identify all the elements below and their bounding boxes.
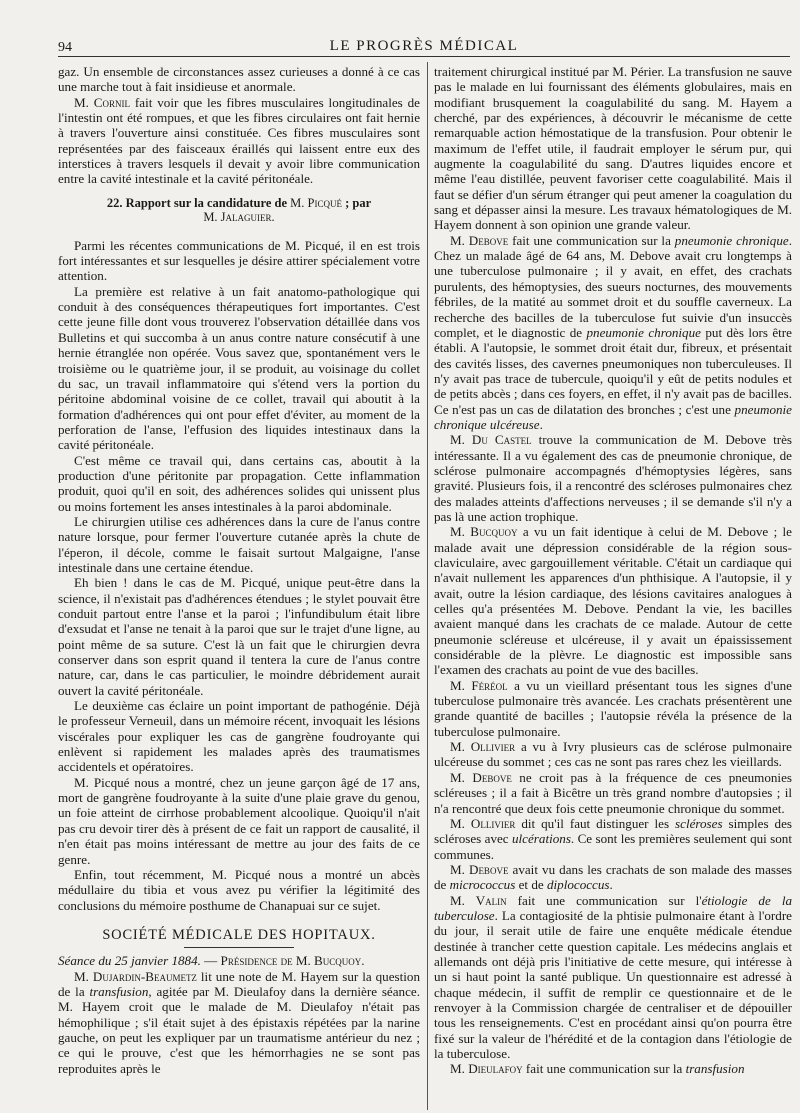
paragraph: Parmi les récentes communications de M. Picqué, il en est trois fort intéressantes et sur lesquelles je désire attirer spécialement votre attention. <box>58 237 420 284</box>
paragraph-text: fait une communication sur l' <box>506 892 702 908</box>
paragraph-text: fait une communication sur la <box>522 1061 686 1077</box>
session-line <box>58 953 420 968</box>
speaker-name: M. Ollivier <box>450 815 516 831</box>
paragraph: Le deuxième cas éclaire un point important de pathogénie. Déjà le professeur Verneuil, dans un mémoire récent, invoquait les lésions viscérales pour expliquer les cas de gangrène foudroyante qui enlèvent si rapidement les malades après des traumatismes accidentels et opératoires. <box>58 698 420 775</box>
item-title-text: ; par <box>341 195 372 210</box>
item-title-text: 22. Rapport sur la candidature de <box>106 195 291 210</box>
running-title: LE PROGRÈS MÉDICAL <box>329 38 519 54</box>
column-divider <box>427 62 428 1110</box>
paragraph <box>434 233 792 432</box>
emphasis: pneumonie chronique <box>586 324 701 340</box>
paragraph-text: . Chez un malade âgé de 64 ans, M. Debove avait cru longtemps à une tuberculose pulmonaire ; il y avait, en effet, des crachats purulents, des hémoptysies, des sueurs nocturnes, des mouvements fébriles, de la matité au sommet droit et du souffle caverneux. La recherche des bacilles de la tuberculose fut suivie d'un insuccès complet, et le diagnostic de <box>434 232 792 340</box>
paragraph-text: trouve la communication de M. Debove très intéressante. Il a vu également des cas de pneumonie chronique, de sclérose pulmonaire accompagnés d'hémoptysies légères, sans gravité. Plusieurs fois, il a rencontré des scléroses pulmonaires chez des malades atteints d'affections nerveuses ; il se demande s'il n'y a pas là une action trophique. <box>434 432 792 524</box>
paragraph-text: . <box>539 416 543 432</box>
paragraph-text: a vu un fait identique à celui de M. Debove ; le malade avait une dépression considérable de la région sous-claviculaire, avec gargouillement véritable. C'était un cardiaque qui n'avait nullement les apparences d'un phthisique. A l'autopsie, il y avait, outre la lésion cardiaque, des lésions cavitaires analogues à celles qu'a présentées M. Debove. Pendant la vie, les bacilles avaient manqué dans les crachats de ce malade. Autour de cette pneumonie scléreuse et ulcéreuse, il y avait un épaississement considérable de la plèvre. Le diagnostic est impossible sans l'examen des crachats au point de vue des bacilles. <box>434 524 792 678</box>
paragraph: C'est même ce travail qui, dans certains cas, aboutit à la production d'une péritonite par propagation. Cette inflammation produit, quoi qu'il en soit, des adhérences solides qui unissent plus ou moins fortement les anses intestinales à la paroi abdominale. <box>58 452 420 514</box>
speaker-name: M. Dujardin-Beaumetz <box>74 968 197 984</box>
paragraph-text: . <box>609 877 613 893</box>
rapporteur-name: M. Jalaguier. <box>203 209 275 224</box>
paragraph <box>434 862 792 893</box>
paragraph: traitement chirurgical institué par M. Périer. La transfusion ne sauve pas le malade en lui fournissant des éléments globulaires, mais en modifiant brusquement la coagulabilité du sang. M. Hayem a cherché, par des expériences, à découvrir le mécanisme de cette remarquable action hémostatique de la transfusion. Pour obtenir le maximum de l'effet utile, il faudrait employer le sérum pur, qui augmente la coagulabilité du sang. D'autres liquides encore et même l'eau distillée, peuvent favoriser cette coagulabilité. Mais il faut se défier d'un sérum étranger qui peut amener la coagulation du sang et dépasser ainsi la mesure. Les travaux hématologiques de M. Hayem donnent à son opinion une grande valeur. <box>434 64 792 233</box>
paragraph-text: fait une communication sur la <box>508 232 675 248</box>
speaker-name: M. Ollivier <box>450 739 516 755</box>
paragraph-text: avait vu dans les crachats de son malade des masses de <box>434 861 792 893</box>
speaker-name: M. Du Castel <box>450 432 532 448</box>
emphasis: ulcérations <box>512 831 571 847</box>
paragraph <box>58 969 420 1076</box>
paragraph-text: ne croit pas à la fréquence de ces pneumonies scléreuses ; il a fait à Bicêtre un très grand nombre d'autopsies ; il n'a rencontré que deux fois cette pneumonie chronique du sommet. <box>434 769 792 816</box>
emphasis: diplococcus <box>546 877 610 893</box>
paragraph-text: simples des scléroses avec <box>434 815 792 847</box>
page-number: 94 <box>58 40 72 55</box>
paragraph <box>434 678 792 739</box>
paragraph-text: . La contagiosité de la phtisie pulmonaire étant à l'ordre du jour, il serait utile de faire une enquête médicale étendue destinée à trancher cette question capitale. Les médecins anglais et allemands ont déjà pris l'initiative de cette mesure, qui intéresse à un si haut point la santé publique. Un questionnaire est adressé à chaque médecin, il suffit de remplir ce questionnaire et de le renvoyer à la Commission chargée de centraliser et de dépouiller tous les renseignements. C'est en procédant ainsi qu'on pourra être fixé sur la valeur de l'hérédité et de la contagion dans l'étiologie de la tuberculose. <box>434 907 792 1061</box>
paragraph-text: put dès lors être établi. A l'autopsie, le sommet droit était dur, fibreux, et présentait des cavités lisses, des cavernes pneumoniques non tuberculeuses. Il n'y avait pas trace de tubercule, quoiqu'il y eût de petits nodules et de petits abcès ; dans ces foyers, en effet, il n'y avait pas de bacilles. Ce n'est pas un cas de dilatation des bronches ; c'est une <box>434 324 792 417</box>
speaker-name: M. Debove <box>450 861 509 877</box>
paragraph-text: a vu à Ivry plusieurs cas de sclérose pulmonaire ulcéreuse du sommet ; ces cas ne sont pas rares chez les vieillards. <box>434 739 792 770</box>
speaker-name: M. Debove <box>450 232 509 248</box>
paragraph-text: et de <box>515 877 547 893</box>
paragraph <box>434 739 792 770</box>
paragraph <box>434 893 792 1062</box>
paragraph-text: a vu un vieillard présentant tous les signes d'une tuberculose pulmonaire très avancée. Les crachats présentèrent une grande quantité de bacilles ; l'autopsie révéla la présence de la tuberculose pulmonaire. <box>434 677 792 739</box>
emphasis: pneumonie chronique ulcéreuse <box>434 401 792 432</box>
paragraph-text: , agitée par M. Dieulafoy dans la dernière séance. M. Hayem croit que le malade de M. Dieulafoy n'était pas hémophilique ; s'il était sujet à des épistaxis répétées par la narine gauche, on peut les expliquer par un traumatisme antérieur du nez ; ce qui le prouve, c'est que les hémorrhagies ne se sont pas reproduites après le <box>58 983 420 1076</box>
paragraph <box>434 524 792 677</box>
speaker-name: M. Féréol <box>450 677 508 693</box>
paragraph-text: lit une note de M. Hayem sur la question de la <box>58 968 420 999</box>
paragraph <box>434 816 792 862</box>
candidate-name: M. Picqué <box>290 195 342 210</box>
speaker-name: M. Cornil <box>74 94 131 110</box>
heading-rule <box>184 947 294 948</box>
paragraph <box>434 770 792 816</box>
paragraph: Eh bien ! dans le cas de M. Picqué, unique peut-être dans la science, il n'existait pas d'adhérences étendues ; le stylet pouvait être conduit partout entre l'anse et la paroi ; l'infundibulum était libre d'exsudat et l'anse ne tenait à la paroi que sur le trajet d'une ligne, au point même de sa suture. C'est là un fait que le chirurgien devra conserver dans son esprit quand il tentera la cure de l'anus contre nature, car, dans le cas particulier, le moindre débridement aurait ouvert la cavité péritonéale. <box>58 575 420 698</box>
paragraph-text: . Ce sont les premières seulement qui sont communes. <box>434 831 792 862</box>
paragraph: La première est relative à un fait anatomo-pathologique qui conduit à des conséquences thérapeutiques fort importantes. C'est cette jeune fille dont vous trouverez l'observation détaillée dans vos Bulletins et qui succomba à un anus contre nature consécutif à une hernie étranglée non opérée. Vous savez que, spontanément vers le troisième ou le quatrième jour, il se produit, au voisinage du collet du sac, un travail inflammatoire qui s'étend vers la portion du péritoine abdominal voisine de ce collet, travail qui aboutit à la formation d'adhérences qui ont pour effet d'éviter, au moment de la perforation de l'anse, l'effusion des liquides intestinaux dans la cavité péritonéale. <box>58 283 420 453</box>
emphasis: étiologie de la tuberculose <box>434 892 792 923</box>
presidency: — Présidence de M. Bucquoy. <box>200 953 365 969</box>
left-column <box>58 64 420 1110</box>
paragraph-text: dit qu'il faut distinguer les <box>515 815 676 831</box>
paragraph-text: fait voir que les fibres musculaires longitudinales de l'intestin ont été rompues, et que les fibres circulaires ont fait hernie à travers l'ouverture ainsi constituée. Ces fibres musculaires sont représentées par des faisceaux éraillés qui laissent entre eux des interstices à travers lesquels il devait y avoir libre communication entre la cavité intestinale et la cavité péritonéale. <box>58 94 420 187</box>
emphasis: scléroses <box>675 815 723 831</box>
session-date: Séance du 25 janvier 1884. <box>58 953 201 969</box>
agenda-item-title <box>58 196 420 224</box>
speaker-name: M. Debove <box>450 769 512 785</box>
paragraph: Enfin, tout récemment, M. Picqué nous a montré un abcès médullaire du tibia et vous avez pu vérifier la légitimité des conclusions du mémoire posthume de Chanapuai sur ce sujet. <box>58 866 420 913</box>
page-header <box>58 34 790 57</box>
speaker-name: M. Valin <box>450 892 507 908</box>
emphasis: micrococcus <box>449 877 516 893</box>
emphasis: pneumonie chronique <box>674 232 789 248</box>
speaker-name: M. Bucquoy <box>450 524 518 540</box>
paragraph <box>434 1061 792 1076</box>
emphasis: transfusion <box>685 1061 745 1077</box>
paragraph: M. Picqué nous a montré, chez un jeune garçon âgé de 17 ans, mort de gangrène foudroyante à la suite d'une plaie grave du genou, un foie atteint de cirrhose probablement alcoolique. Quoiqu'il n'ait pas cru devoir tirer dès à présent de ce fait un rapport de causalité, il n'en était pas moins intéressant de mettre au jour des faits de ce genre. <box>58 774 420 867</box>
paragraph: Le chirurgien utilise ces adhérences dans la cure de l'anus contre nature lorsque, pour fermer l'ouverture cutanée après la chute de l'éperon, il décole, comme le faisait surtout Malgaigne, l'anse intestinale dans une certaine étendue. <box>58 513 420 575</box>
emphasis: transfusion <box>89 983 149 999</box>
paragraph <box>58 95 420 187</box>
section-heading: SOCIÉTÉ MÉDICALE DES HOPITAUX. <box>102 926 376 943</box>
paragraph <box>434 432 792 524</box>
right-column <box>434 64 792 1110</box>
paragraph: gaz. Un ensemble de circonstances assez curieuses a donné à ce cas une marche tout à fait insidieuse et anormale. <box>58 64 420 95</box>
speaker-name: M. Dieulafoy <box>450 1061 523 1077</box>
